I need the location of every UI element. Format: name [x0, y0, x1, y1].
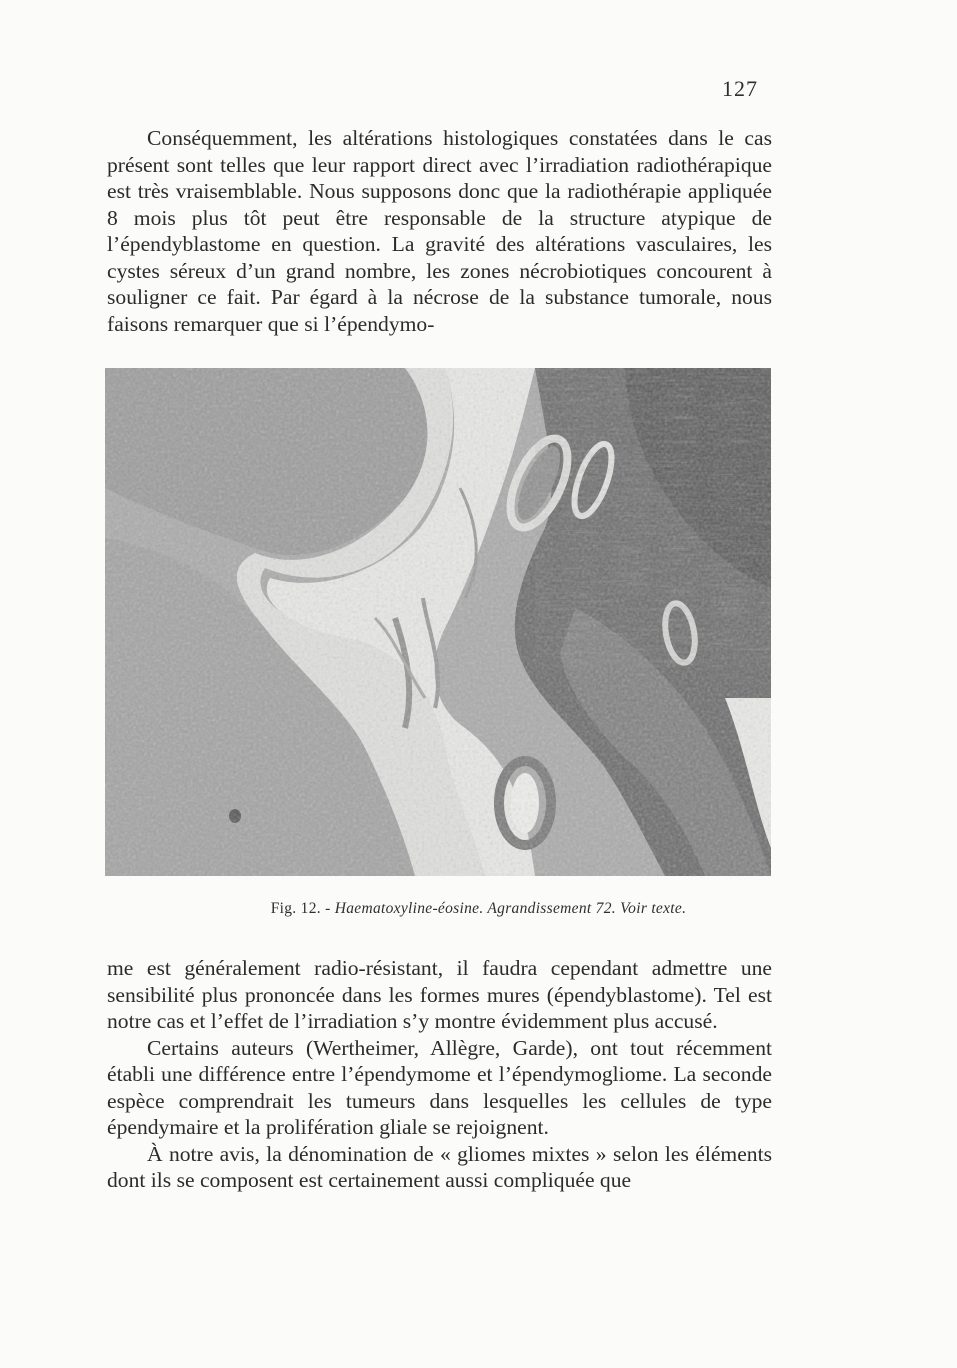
body-text-bottom: [107, 955, 772, 1194]
histology-micrograph-image: [105, 368, 771, 876]
paragraph: Conséquemment, les altérations histologiques constatées dans le cas présent sont telles que leur rapport direct avec l’irradiation radiothérapique est très vraisemblable. Nous supposons donc que la radiothérapie appliquée 8 mois plus tôt peut être responsable de la structure atypique de l’épendyblastome en question. La gravité des altérations vasculaires, les cystes séreux d’un grand nombre, les zones nécrobiotiques concourent à souligner ce fait. Par égard à la nécrose de la substance tumorale, nous faisons remarquer que si l’épendymo-: [107, 126, 772, 336]
body-text-top: [107, 125, 772, 337]
paragraph: Certains auteurs (Wertheimer, Allègre, Garde), ont tout récemment établi une différence entre l’épendymome et l’épendymogliome. La seconde espèce comprendrait les tumeurs dans lesquelles les cellules de type épendymaire et la prolifération gliale se rejoignent.: [107, 1035, 772, 1139]
page-number: 127: [722, 76, 758, 101]
figure-caption: [0, 900, 957, 918]
figure-micrograph: [105, 368, 771, 876]
paragraph: me est généralement radio-résistant, il faudra cependant admettre une sensibilité plus prononcée dans les formes mures (épendyblastome). Tel est notre cas et l’effet de l’irradiation s’y montre évidemment plus accusé.: [107, 956, 772, 1033]
paragraph: À notre avis, la dénomination de « gliomes mixtes » selon les éléments dont ils se composent est certainement aussi compliquée que: [107, 1141, 772, 1192]
caption-label: Fig. 12. -: [270, 900, 335, 917]
caption-description: Haematoxyline-éosine. Agrandissement 72. Voir texte.: [334, 900, 687, 917]
